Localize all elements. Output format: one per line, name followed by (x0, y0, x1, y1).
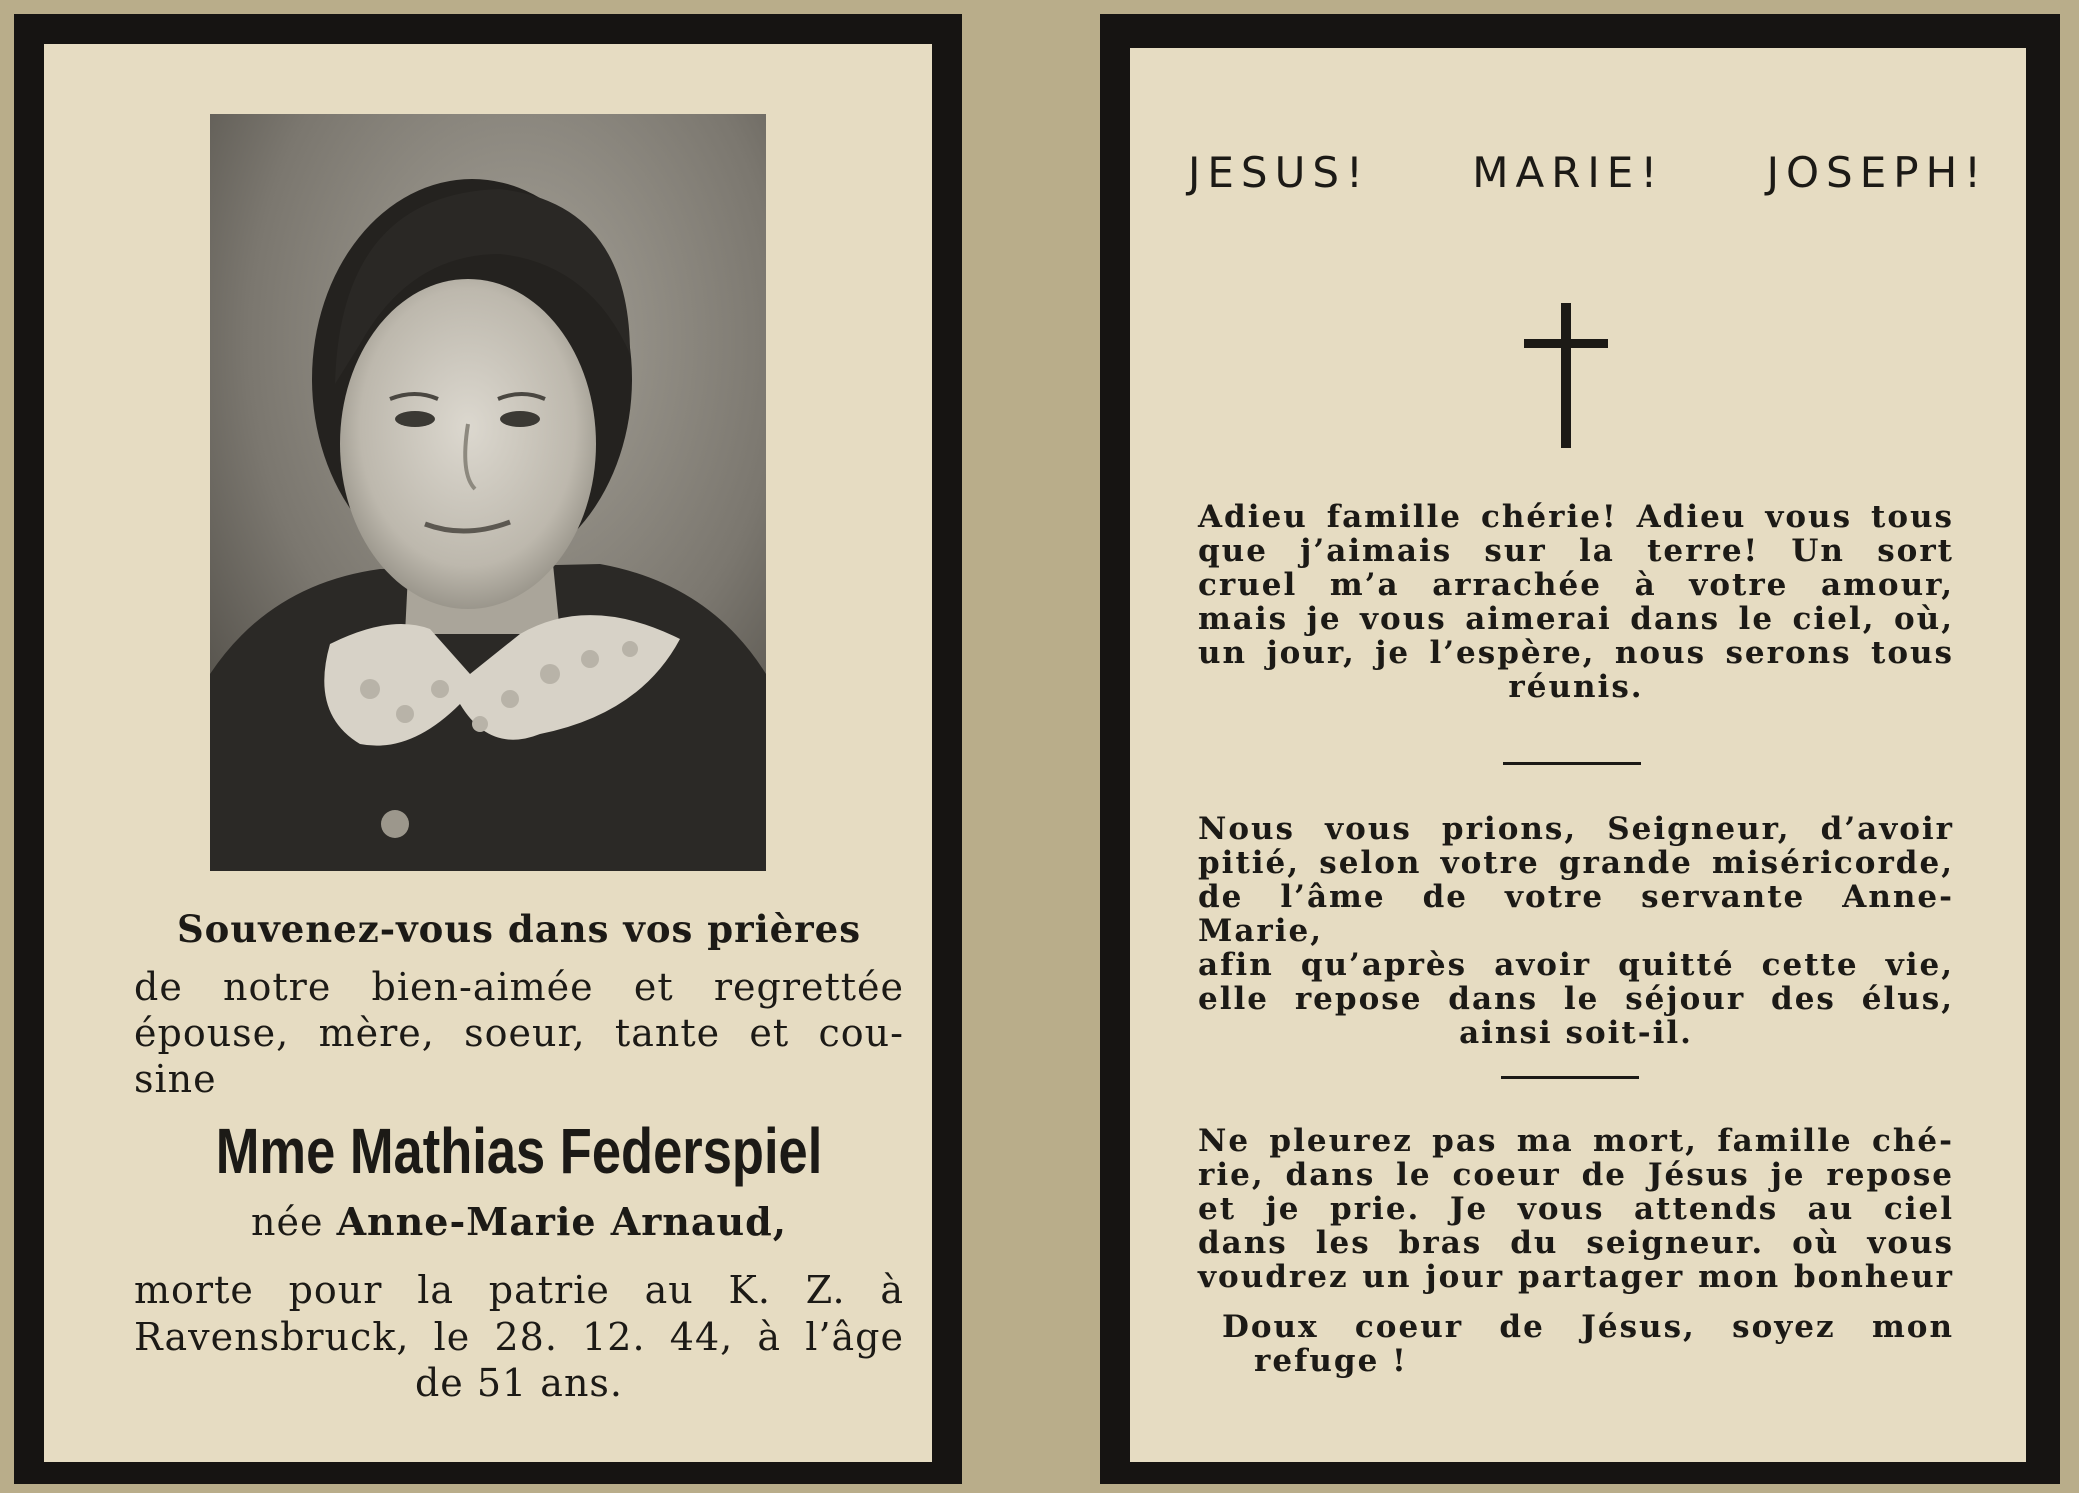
prayer-paragraph (1198, 812, 1954, 1050)
consolation-line: dans les bras du seigneur. où vous (1198, 1225, 1954, 1261)
prayer-line: Nous vous prions, Seigneur, d’avoir (1198, 811, 1954, 847)
maiden-name-prefix: née (251, 1200, 324, 1244)
consolation-line: Ne pleurez pas ma mort, famille ché- (1198, 1123, 1954, 1159)
farewell-line: Adieu famille chérie! Adieu vous tous (1198, 499, 1954, 535)
maiden-name-line (134, 1199, 904, 1244)
closing-line: Doux coeur de Jésus, soyez mon (1222, 1309, 1954, 1345)
memorial-card-front (14, 14, 962, 1484)
consolation-line: voudrez un jour partager mon bonheur (1198, 1259, 1954, 1295)
portrait-photo (210, 114, 766, 871)
death-line-2: Ravensbruck, le 28. 12. 44, à l’âge (134, 1315, 904, 1359)
farewell-paragraph (1198, 500, 1954, 704)
farewell-line: mais je vous aimerai dans le ciel, où, (1198, 601, 1954, 637)
consolation-line: rie, dans le coeur de Jésus je repose (1198, 1157, 1954, 1193)
prayer-line: elle repose dans le séjour des élus, (1198, 981, 1954, 1017)
farewell-line: un jour, je l’espère, nous serons tous (1198, 635, 1954, 671)
closing-invocation (1222, 1310, 1954, 1378)
consolation-line: et je prie. Je vous attends au ciel (1198, 1191, 1954, 1227)
invocation-heading: JESUS! MARIE! JOSEPH! (1188, 148, 1988, 197)
farewell-line: réunis. (1508, 669, 1644, 705)
farewell-line: que j’aimais sur la terre! Un sort (1198, 533, 1954, 569)
section-divider (1503, 762, 1641, 765)
consolation-paragraph (1198, 1124, 1954, 1294)
prayer-line: pitié, selon votre grande miséricorde, (1198, 845, 1954, 881)
dedication-line-1: de notre bien-aimée et regrettée (134, 965, 904, 1009)
closing-line: refuge ! (1254, 1343, 1408, 1379)
portrait-illustration (210, 114, 766, 871)
farewell-line: cruel m’a arrachée à votre amour, (1198, 567, 1954, 603)
dedication-line-3: sine (134, 1057, 217, 1101)
dedication-line-2: épouse, mère, soeur, tante et cou- (134, 1011, 904, 1055)
deceased-name: Mme Mathias Federspiel (215, 1115, 823, 1187)
maiden-name: Anne-Marie Arnaud, (336, 1199, 787, 1244)
memorial-card-back (1100, 14, 2060, 1484)
prayer-line: afin qu’après avoir quitté cette vie, (1198, 947, 1954, 983)
section-divider (1501, 1076, 1639, 1079)
prayer-line: ainsi soit-il. (1459, 1015, 1693, 1051)
prayer-line: de l’âme de votre servante Anne-Marie, (1198, 879, 1954, 949)
remembrance-heading: Souvenez-vous dans vos prières (176, 907, 862, 951)
death-line-1: morte pour la patrie au K. Z. à (134, 1268, 904, 1312)
latin-cross-icon (1524, 303, 1608, 448)
death-line-3: de 51 ans. (414, 1361, 624, 1405)
